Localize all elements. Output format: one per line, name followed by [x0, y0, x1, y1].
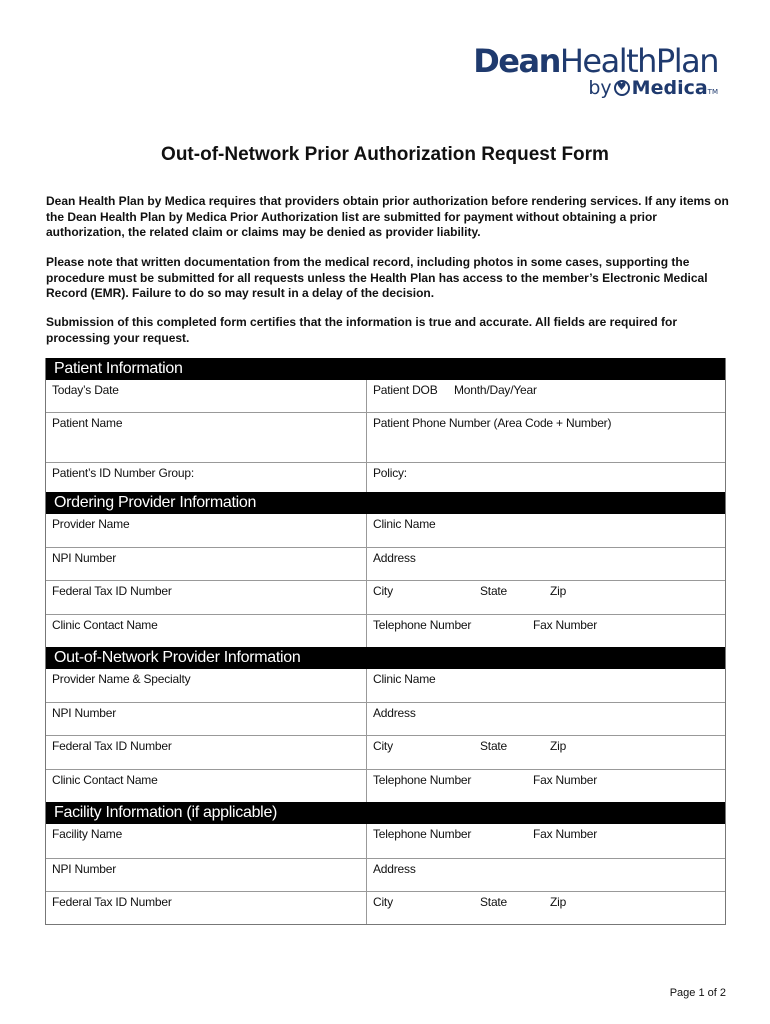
oon-clinic-name-label: Clinic Name — [373, 672, 436, 686]
logo-wordmark — [473, 42, 718, 80]
oon-address-label: Address — [373, 706, 416, 720]
patient-name-field[interactable] — [46, 413, 367, 462]
ordering-city-state-zip-field[interactable] — [367, 581, 725, 614]
intro-paragraph-3: Submission of this completed form certifies that the information is true and accurate. All fields are required for processing your request. — [46, 315, 678, 345]
ordering-row-2 — [46, 547, 725, 580]
facility-npi-field[interactable] — [46, 859, 367, 891]
ordering-state-label: State — [480, 584, 508, 598]
ordering-address-label: Address — [373, 551, 416, 565]
policy-field[interactable] — [367, 463, 725, 492]
todays-date-label: Today’s Date — [52, 383, 119, 397]
ordering-row-4 — [46, 614, 725, 647]
ordering-phone-fax-field[interactable] — [367, 615, 725, 647]
facility-state-label: State — [480, 895, 508, 909]
facility-name-field[interactable] — [46, 824, 367, 858]
oon-phone-fax-field[interactable] — [367, 770, 725, 802]
facility-row-3 — [46, 891, 725, 924]
ordering-section-header: Ordering Provider Information — [46, 492, 725, 514]
ordering-tax-id-field[interactable] — [46, 581, 367, 614]
facility-city-label: City — [373, 895, 393, 909]
heart-icon — [614, 80, 630, 96]
ordering-clinic-name-label: Clinic Name — [373, 517, 436, 531]
oon-contact-field[interactable] — [46, 770, 367, 802]
oon-section-header: Out-of-Network Provider Information — [46, 647, 725, 669]
logo-dean: Dean — [473, 42, 560, 80]
patient-dob-field[interactable] — [367, 380, 725, 412]
authorization-form — [45, 358, 726, 925]
ordering-tax-id-label: Federal Tax ID Number — [52, 584, 172, 598]
ordering-telephone-label: Telephone Number — [373, 618, 472, 632]
ordering-npi-label: NPI Number — [52, 551, 117, 565]
intro-paragraph-2: Please note that written documentation from the medical record, including photos in some cases, supporting the procedure must be submitted for all requests unless the Health Plan has access to the member’s Electronic Medical Record (EMR). Failure to do so may result in a delay of the decision. — [46, 255, 708, 300]
patient-row-2 — [46, 412, 725, 462]
patient-phone-field[interactable] — [367, 413, 725, 462]
facility-zip-label: Zip — [550, 895, 567, 909]
oon-row-1 — [46, 669, 725, 702]
oon-row-4 — [46, 769, 725, 802]
oon-city-state-zip-field[interactable] — [367, 736, 725, 769]
oon-telephone-label: Telephone Number — [373, 773, 472, 787]
oon-fax-label: Fax Number — [533, 773, 598, 787]
patient-name-label: Patient Name — [52, 416, 123, 430]
oon-city-label: City — [373, 739, 393, 753]
oon-provider-name-label: Provider Name & Specialty — [52, 672, 191, 686]
oon-row-2 — [46, 702, 725, 735]
patient-dob-label: Patient DOB — [373, 383, 438, 397]
patient-id-group-field[interactable] — [46, 463, 367, 492]
intro-paragraph-1: Dean Health Plan by Medica requires that providers obtain prior authorization before rendering services. If any items on the Dean Health Plan by Medica Prior Authorization list are submitted for payment without obtaining a prior authorization, the related claim or claims may be denied as provider liability. — [46, 194, 729, 239]
facility-tax-id-label: Federal Tax ID Number — [52, 895, 172, 909]
oon-state-label: State — [480, 739, 508, 753]
patient-row-1 — [46, 380, 725, 412]
patient-phone-label: Patient Phone Number (Area Code + Number) — [373, 416, 612, 430]
ordering-row-1 — [46, 514, 725, 547]
logo — [473, 42, 718, 103]
ordering-provider-name-label: Provider Name — [52, 517, 130, 531]
patient-row-3 — [46, 462, 725, 492]
facility-telephone-label: Telephone Number — [373, 827, 472, 841]
ordering-clinic-name-field[interactable] — [367, 514, 725, 547]
ordering-row-3 — [46, 580, 725, 614]
ordering-contact-field[interactable] — [46, 615, 367, 647]
facility-phone-fax-field[interactable] — [367, 824, 725, 858]
oon-provider-name-field[interactable] — [46, 669, 367, 702]
oon-contact-label: Clinic Contact Name — [52, 773, 158, 787]
facility-name-label: Facility Name — [52, 827, 123, 841]
oon-address-field[interactable] — [367, 703, 725, 735]
facility-tax-id-field[interactable] — [46, 892, 367, 924]
logo-tm: TM — [707, 88, 718, 96]
ordering-address-field[interactable] — [367, 548, 725, 580]
facility-fax-label: Fax Number — [533, 827, 598, 841]
logo-byline — [473, 77, 718, 103]
oon-tax-id-field[interactable] — [46, 736, 367, 769]
logo-health-plan: HealthPlan — [559, 42, 718, 80]
ordering-contact-label: Clinic Contact Name — [52, 618, 158, 632]
patient-dob-format: Month/Day/Year — [454, 383, 537, 397]
ordering-city-label: City — [373, 584, 393, 598]
policy-label: Policy: — [373, 466, 407, 480]
patient-id-group-label: Patient’s ID Number Group: — [52, 466, 194, 480]
logo-by: by — [588, 77, 612, 99]
ordering-npi-field[interactable] — [46, 548, 367, 580]
oon-tax-id-label: Federal Tax ID Number — [52, 739, 172, 753]
ordering-provider-name-field[interactable] — [46, 514, 367, 547]
facility-section-header: Facility Information (if applicable) — [46, 802, 725, 824]
facility-city-state-zip-field[interactable] — [367, 892, 725, 924]
ordering-fax-label: Fax Number — [533, 618, 598, 632]
facility-address-field[interactable] — [367, 859, 725, 891]
facility-npi-label: NPI Number — [52, 862, 117, 876]
oon-npi-field[interactable] — [46, 703, 367, 735]
page-title: Out-of-Network Prior Authorization Request Form — [161, 144, 609, 165]
ordering-zip-label: Zip — [550, 584, 567, 598]
page-number: Page 1 of 2 — [669, 987, 726, 999]
facility-address-label: Address — [373, 862, 416, 876]
oon-npi-label: NPI Number — [52, 706, 117, 720]
oon-zip-label: Zip — [550, 739, 567, 753]
patient-section-header: Patient Information — [46, 358, 725, 380]
todays-date-field[interactable] — [46, 380, 367, 412]
facility-row-2 — [46, 858, 725, 891]
oon-row-3 — [46, 735, 725, 769]
logo-medica: Medica — [631, 77, 708, 99]
oon-clinic-name-field[interactable] — [367, 669, 725, 702]
facility-row-1 — [46, 824, 725, 858]
